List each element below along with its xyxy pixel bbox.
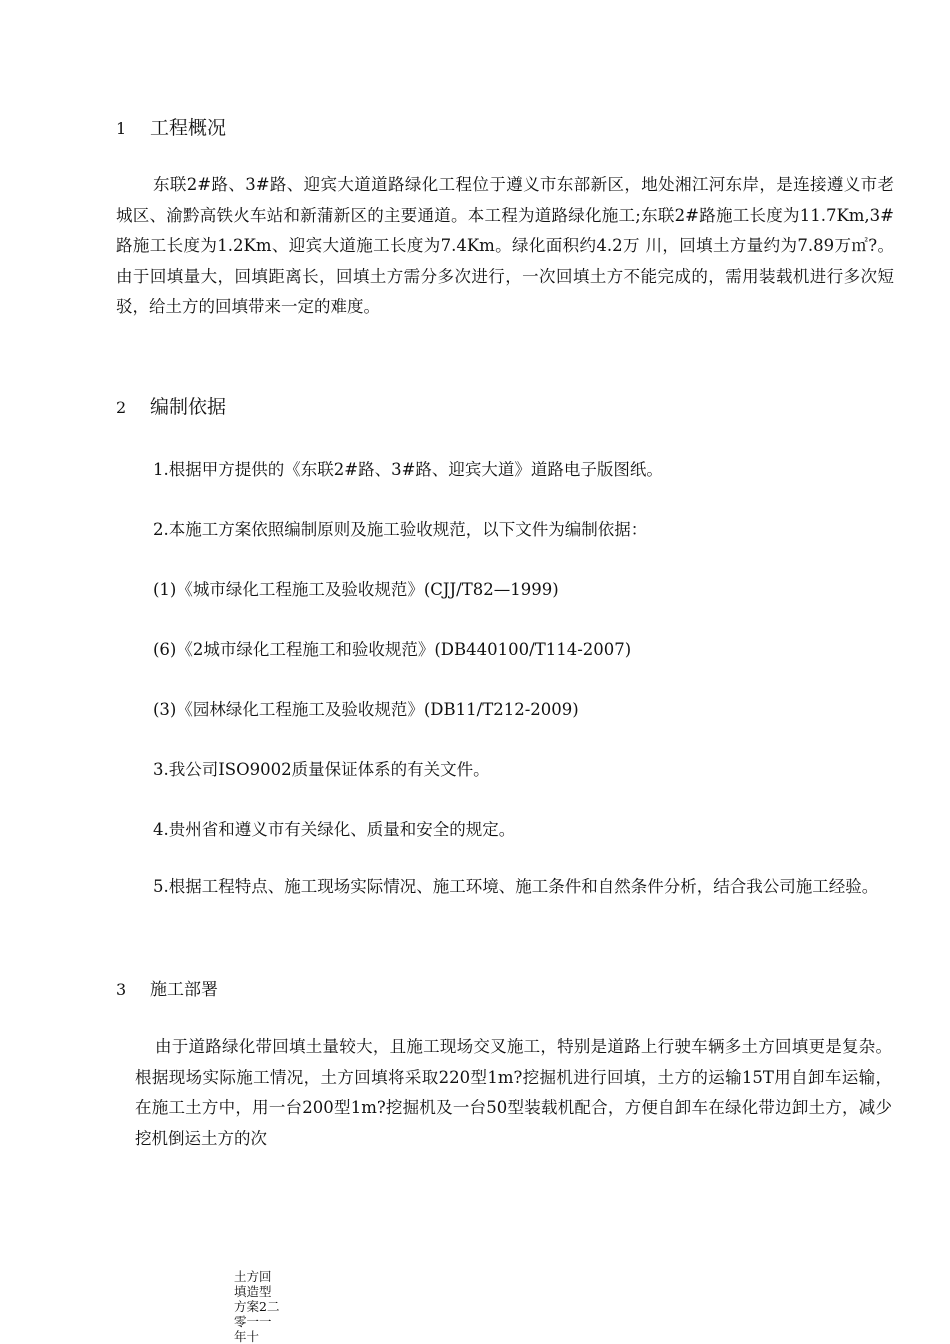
basis-item-2-sub-1: (1)《城市绿化工程施工及验收规范》(CJJ/T82—1999) [153,580,559,599]
section-1-heading [116,113,226,140]
section-1-title: 工程概况 [150,117,227,139]
basis-item-5: 5.根据工程特点、施工现场实际情况、施工环境、施工条件和自然条件分析，结合我公司施工经验。 [153,877,879,896]
basis-item-4: 4.贵州省和遵义市有关绿化、质量和安全的规定。 [153,820,516,839]
section-2-heading [116,392,226,419]
section-1-number: 1 [116,119,127,138]
section-3-number: 3 [116,980,127,999]
section-3-title: 施工部署 [150,980,218,1000]
section-3-heading [116,975,218,1000]
basis-item-2: 2.本施工方案依照编制原则及施工验收规范，以下文件为编制依据： [153,520,648,539]
section-3-paragraph: 由于道路绿化带回填土量较大，且施工现场交叉施工，特别是道路上行驶车辆多土方回填更是复杂。根据现场实际施工情况，土方回填将采取220型1m?挖掘机进行回填，土方的运输15T用自卸车运输，在施工土方中，用一台200型1m?挖掘机及一台50型装载机配合，方便自卸车在绿化带边卸土方，减少挖机倒运土方的次 [135,1037,892,1148]
section-2-title: 编制依据 [150,396,227,418]
basis-item-2-sub-6: (6)《2城市绿化工程施工和验收规范》(DB440100/T114-2007) [153,640,632,659]
section-1-paragraph: 东联2#路、3#路、迎宾大道道路绿化工程位于遵义市东部新区，地处湘江河东岸，是连接遵义市老城区、渝黔高铁火车站和新蒲新区的主要通道。本工程为道路绿化施工;东联2#路施工长度为11.7Km,3#路施工长度为1.2Km、迎宾大道施工长度为7.4Km。绿化面积约4.2万 川，回填土方量约为7.89万㎡?。由于回填量大，回填距离长，回填土方需分多次进行，一次回填土方不能完成的，需用装载机进行多次短驳，给土方的回填带来一定的难度。 [116,175,894,316]
section-2-number: 2 [116,398,127,417]
basis-item-2-sub-3: (3)《园林绿化工程施工及验收规范》(DB11/T212-2009) [153,700,579,719]
basis-item-1: 1.根据甲方提供的《东联2#路、3#路、迎宾大道》道路电子版图纸。 [153,460,663,479]
footer-note: 土方回填造型方案2二零一一年十 [234,1269,280,1344]
basis-item-3: 3.我公司ISO9002质量保证体系的有关文件。 [153,760,490,779]
